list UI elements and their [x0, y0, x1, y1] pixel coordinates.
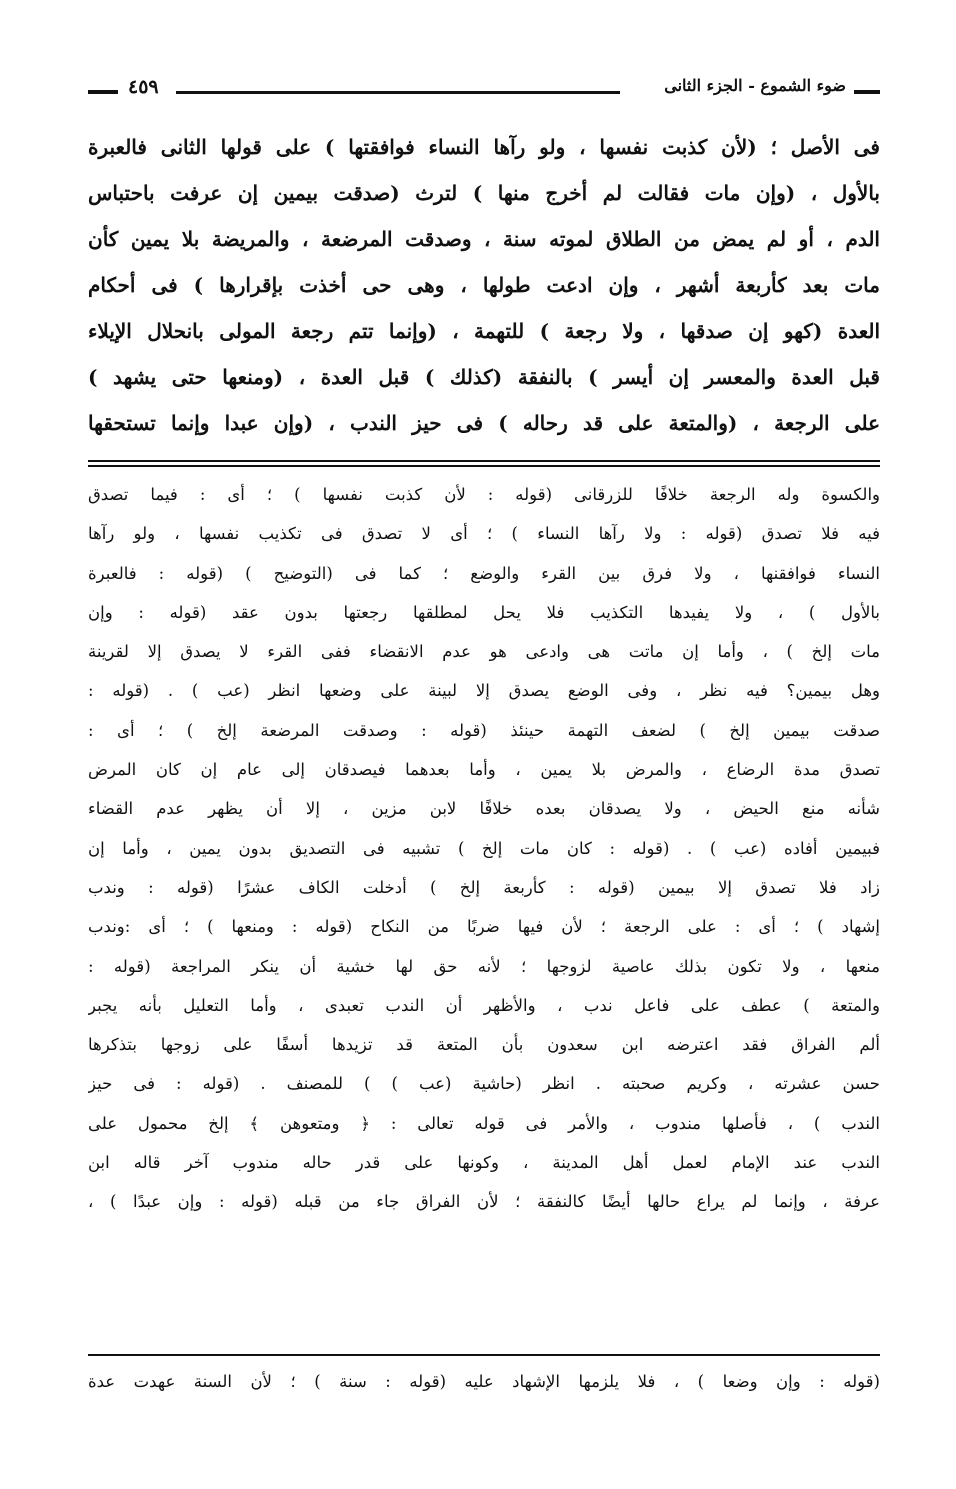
main-text-line: فى الأصل ؛ (لأن كذبت نفسها ، ولو رآها النساء فوافقتها ) على قولها الثانى فالعبرة — [88, 135, 880, 159]
commentary-line: إشهاد ) ؛ أى : على الرجعة ؛ لأن فيها ضربًا من النكاح (قوله : ومنعها ) ؛ أى :وندب — [88, 917, 880, 937]
commentary-line: تصدق مدة الرضاع ، والمرض بلا يمين ، وأما بعدهما فيصدقان إلى عام إن كان المرض — [88, 760, 880, 780]
commentary-line: فيه فلا تصدق (قوله : ولا رآها النساء ) ؛ أى لا تصدق فى تكذيب نفسها ، ولو رآها — [88, 524, 880, 544]
commentary-line: النساء فوافقنها ، ولا فرق بين القرء والوضع ؛ كما فى (التوضيح ) (قوله : فالعبرة — [88, 563, 880, 583]
commentary-line: زاد فلا تصدق إلا بيمين (قوله : كأربعة إلخ ) أدخلت الكاف عشرًا (قوله : وندب — [88, 877, 880, 897]
commentary-line: وهل بيمين؟ فيه نظر ، وفى الوضع يصدق إلا لبينة على وضعها انظر (عب ) . (قوله : — [88, 681, 880, 701]
main-text-line: الدم ، أو لم يمض من الطلاق لموته سنة ، وصدقت المرضعة ، والمريضة بلا يمين كأن — [88, 227, 880, 251]
header-dash-left — [88, 90, 118, 94]
commentary-line: مات إلخ ) ، وأما إن ماتت هى وادعى هو عدم الانقضاء ففى القرء لا يصدق إلا لقرينة — [88, 642, 880, 662]
commentary-line: صدقت بيمين إلخ ) لضعف التهمة حينئذ (قوله : وصدقت المرضعة إلخ ) ؛ أى : — [88, 720, 880, 740]
commentary-line: ألم الفراق فقد اعترضه ابن سعدون بأن المتعة قد تزيدها أسفًا على زوجها بتذكرها — [88, 1035, 880, 1055]
main-text-divider — [88, 460, 880, 467]
header-dash-right — [854, 90, 880, 94]
commentary-line: حسن عشرته ، وكريم صحبته . انظر (حاشية (عب ) ) للمصنف . (قوله : فى حيز — [88, 1074, 880, 1094]
commentary-line: منعها ، ولا تكون بذلك عاصية لزوجها ؛ لأنه حق لها خشية أن ينكر المراجعة (قوله : — [88, 956, 880, 976]
running-header — [88, 76, 880, 106]
page-number: ٤٥٩ — [128, 76, 159, 98]
footnote-divider — [88, 1354, 880, 1356]
main-text-line: على الرجعة ، (والمتعة على قد رحاله ) فى حيز الندب ، (وإن عبدا وإنما تستحقها — [88, 411, 880, 435]
commentary-line: الندب ) ، فأصلها مندوب ، والأمر فى قوله تعالى : ﴿ ومتعوهن ﴾ إلخ محمول على — [88, 1113, 880, 1133]
commentary-line: والكسوة وله الرجعة خلافًا للزرقانى (قوله : لأن كذبت نفسها ) ؛ أى : فيما تصدق — [88, 485, 880, 504]
main-text-line: قبل العدة والمعسر إن أيسر ) بالنفقة (كذلك ) قبل العدة ، (ومنعها حتى يشهد ) — [88, 365, 880, 389]
main-text-line: العدة (كهو إن صدقها ، ولا رجعة ) للتهمة ، (وإنما تتم رجعة المولى بانحلال الإيلاء — [88, 319, 880, 343]
header-rule — [176, 91, 620, 94]
main-text-line: مات بعد كأربعة أشهر ، وإن ادعت طولها ، وهى حى أخذت بإقرارها ) فى أحكام — [88, 273, 880, 297]
footnote-line: (قوله : وإن وضعا ) ، فلا يلزمها الإشهاد عليه (قوله : سنة ) ؛ لأن السنة عهدت عدة — [88, 1372, 880, 1391]
commentary-line: شأنه منع الحيض ، ولا يصدقان بعده خلافًا لابن مزين ، إلا أن يظهر عدم القضاء — [88, 799, 880, 819]
commentary-text — [88, 475, 880, 1222]
commentary-line: بالأول ) ، ولا يفيدها التكذيب فلا يحل لمطلقها رجعتها بدون عقد (قوله : وإن — [88, 602, 880, 622]
commentary-line: والمتعة ) عطف على فاعل ندب ، والأظهر أن الندب تعبدى ، وأما التعليل بأنه يجبر — [88, 995, 880, 1015]
commentary-line: الندب عند الإمام لعمل أهل المدينة ، وكونها على قدر حاله مندوب آخر قاله ابن — [88, 1153, 880, 1173]
commentary-line: فبيمين أفاده (عب ) . (قوله : كان مات إلخ ) تشبيه فى التصديق بدون يمين ، وأما إن — [88, 838, 880, 858]
main-text — [88, 124, 880, 446]
commentary-line: عرفة ، وإنما لم يراع حالها أيضًا كالنفقة ؛ لأن الفراق جاء من قبله (قوله : وإن عبدًا ) ، — [88, 1192, 880, 1212]
header-title: ضوء الشموع - الجزء الثانى — [664, 76, 846, 95]
main-text-line: بالأول ، (وإن مات فقالت لم أخرج منها ) لترث (صدقت بيمين إن عرفت باحتباس — [88, 181, 880, 205]
